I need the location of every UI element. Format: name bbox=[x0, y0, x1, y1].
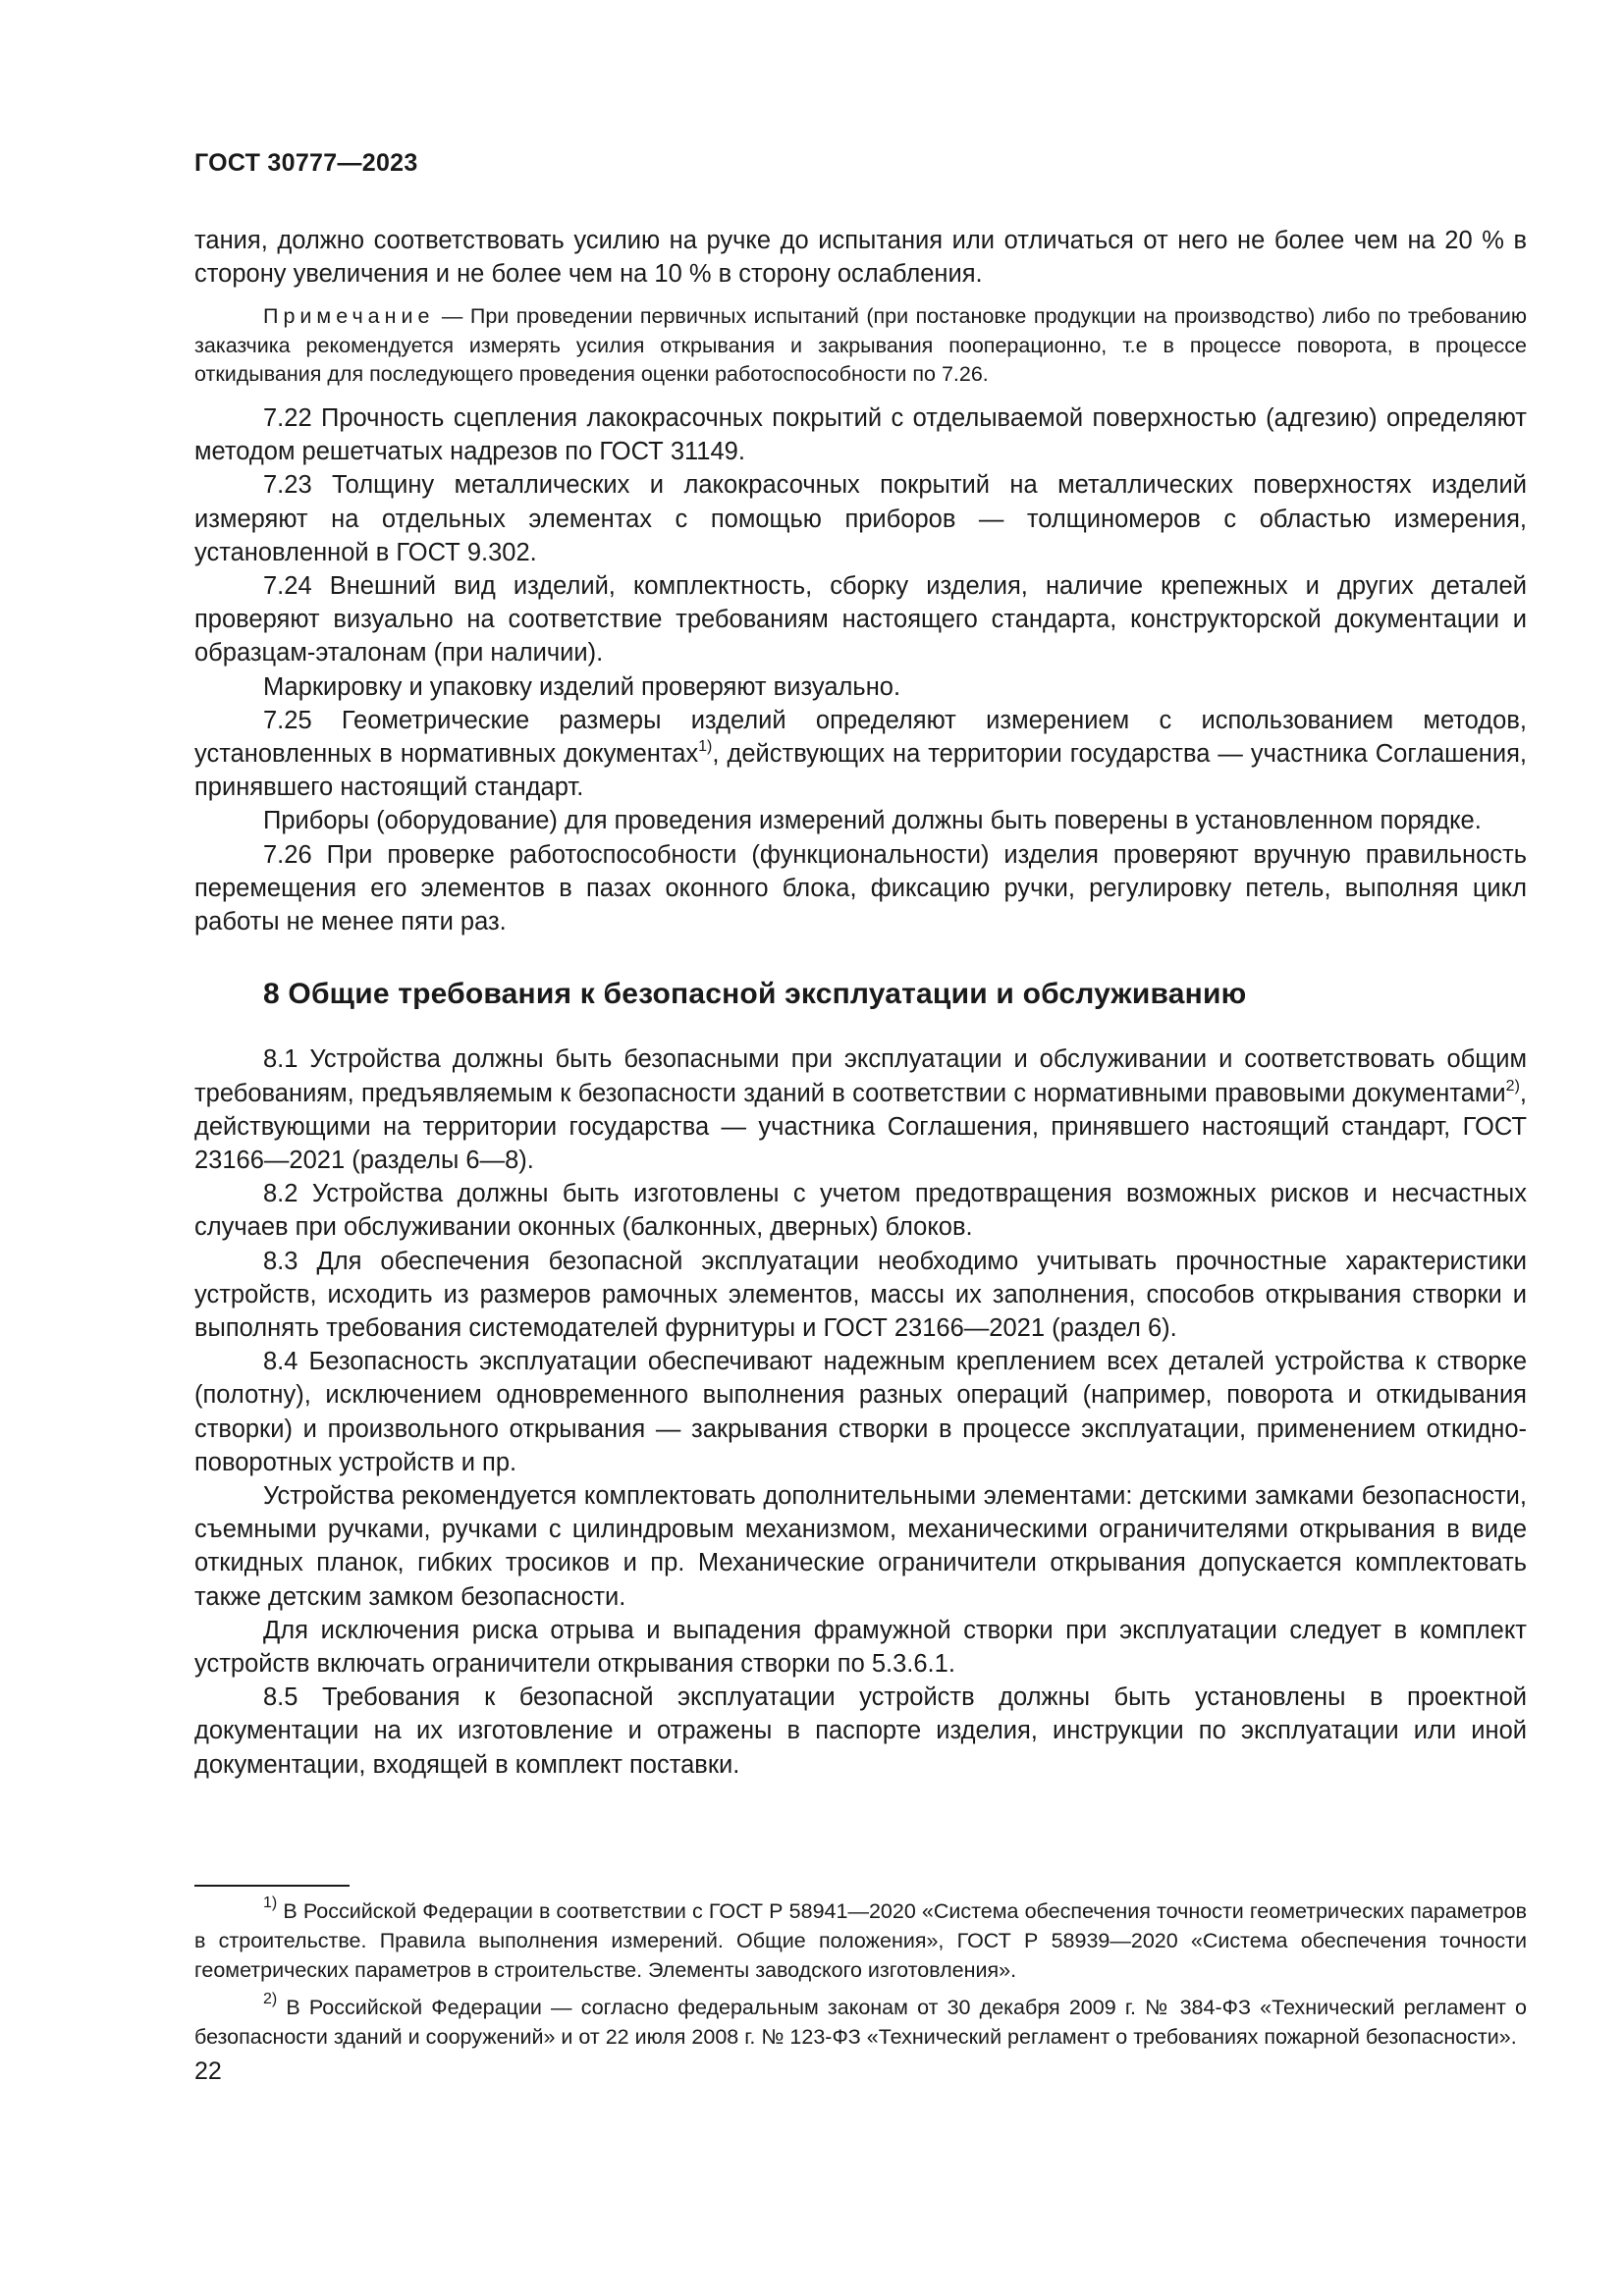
footnotes bbox=[194, 1896, 1527, 2059]
paragraph-7-25-text-a: 7.25 Геометрические размеры изделий определяют измерением с использованием методов, установленных в нормативных документах bbox=[194, 706, 1527, 768]
paragraph-7-23: 7.23 Толщину металлических и лакокрасочных покрытий на металлических поверхностях изделий измеряют на отдельных элементах с помощью приборов — толщиномеров с областью измерения, установленной в ГОСТ 9.302. bbox=[194, 471, 1527, 566]
paragraph-8-4-transom: Для исключения риска отрыва и выпадения фрамужной створки при эксплуатации следует в комплект устройств включать ограничители открывания створки по 5.3.6.1. bbox=[194, 1616, 1527, 1679]
footnote-ref-1: 1) bbox=[698, 737, 713, 755]
footnote-ref-2: 2) bbox=[1505, 1077, 1520, 1095]
footnote-2 bbox=[194, 1993, 1527, 2052]
note bbox=[194, 302, 1527, 390]
footnote-1-text: В Российской Федерации в соответствии с ГОСТ Р 58941—2020 «Система обеспечения точности геометрических параметров в строительстве. Правила выполнения измерений. Общие положения», ГОСТ Р 58939—2020 «Система обеспечения точности геометрических параметров в строительстве. Элементы заводского изготовления». bbox=[194, 1899, 1527, 1982]
paragraph-7-22: 7.22 Прочность сцепления лакокрасочных покрытий с отделываемой поверхностью (адгезию) определяют методом решетчатых надрезов по ГОСТ 31149. bbox=[194, 403, 1527, 466]
paragraph-8-3: 8.3 Для обеспечения безопасной эксплуатации необходимо учитывать прочностные характеристики устройств, исходить из размеров рамочных элементов, массы их заполнения, способов открывания створки и выполнять требования системодателей фурнитуры и ГОСТ 23166—2021 (раздел 6). bbox=[194, 1247, 1527, 1342]
footnote-2-text: В Российской Федерации — согласно федеральным законам от 30 декабря 2009 г. № 384-ФЗ «Технический регламент о безопасности зданий и сооружений» и от 22 июля 2008 г. № 123-ФЗ «Технический регламент о требованиях пожарной безопасности». bbox=[194, 1996, 1527, 2049]
paragraph-continuation: тания, должно соответствовать усилию на ручке до испытания или отличаться от него не более чем на 20 % в сторону увеличения и не более чем на 10 % в сторону ослабления. bbox=[194, 227, 1527, 289]
paragraph-8-4-devices: Устройства рекомендуется комплектовать дополнительными элементами: детскими замками безопасности, съемными ручками, ручками с цилиндровым механизмом, механическими ограничителями открывания в виде откидных планок, гибких тросиков и пр. Механические ограничители открывания допускается комплектовать также детским замком безопасности. bbox=[194, 1482, 1527, 1611]
paragraph-8-1-text-b: , действующими на территории государства — участника Соглашения, принявшего настоящий стандарт, ГОСТ 23166—2021 (разделы 6—8). bbox=[194, 1079, 1527, 1174]
paragraph-7-24: 7.24 Внешний вид изделий, комплектность, сборку изделия, наличие крепежных и других деталей проверяют визуально на соответствие требованиям настоящего стандарта, конструкторской документации и образцам-эталонам (при наличии). bbox=[194, 571, 1527, 667]
paragraph-8-2: 8.2 Устройства должны быть изготовлены с учетом предотвращения возможных рисков и несчастных случаев при обслуживании оконных (балконных, дверных) блоков. bbox=[194, 1180, 1527, 1242]
footnote-separator bbox=[194, 1885, 350, 1887]
page-number: 22 bbox=[194, 2057, 222, 2085]
main-text bbox=[194, 224, 1527, 1782]
note-label: Примечание bbox=[263, 304, 435, 329]
paragraph-7-25-instruments: Приборы (оборудование) для проведения измерений должны быть поверены в установленном порядке. bbox=[263, 807, 1482, 835]
paragraph-8-5: 8.5 Требования к безопасной эксплуатации устройств должны быть установлены в проектной документации на их изготовление и отражены в паспорте изделия, инструкции по эксплуатации или иной документации, входящей в комплект поставки. bbox=[194, 1683, 1527, 1779]
paragraph-8-1-text-a: 8.1 Устройства должны быть безопасными при эксплуатации и обслуживании и соответствовать общим требованиям, предъявляемым к безопасности зданий в соответствии с нормативными правовыми документами bbox=[194, 1045, 1527, 1107]
paragraph-7-24-marking: Маркировку и упаковку изделий проверяют визуально. bbox=[263, 672, 901, 701]
section-8-title: 8 Общие требования к безопасной эксплуатации и обслуживанию bbox=[263, 978, 1247, 1011]
paragraph-7-25 bbox=[194, 704, 1527, 805]
paragraph-8-4: 8.4 Безопасность эксплуатации обеспечивают надежным креплением всех деталей устройства к створке (полотну), исключением одновременного выполнения разных операций (например, поворота и откидывания створки) и произвольного открывания — закрывания створки в процессе эксплуатации, применением откидно-поворотных устройств и пр. bbox=[194, 1348, 1527, 1476]
note-text: — При проведении первичных испытаний (при постановке продукции на производство) либо по требованию заказчика рекомендуется измерять усилия открывания и закрывания пооперационно, т.е в процессе поворота, в процессе откидывания для последующего проведения оценки работоспособности по 7.26. bbox=[194, 304, 1527, 387]
paragraph-8-1 bbox=[194, 1042, 1527, 1177]
document-code: ГОСТ 30777—2023 bbox=[194, 149, 418, 177]
footnote-2-mark: 2) bbox=[263, 1991, 278, 2007]
paragraph-7-25-text-b: , действующих на территории государства — участника Соглашения, принявшего настоящий стандарт. bbox=[194, 739, 1527, 802]
paragraph-7-26: 7.26 При проверке работоспособности (функциональности) изделия проверяют вручную правильность перемещения его элементов в пазах оконного блока, фиксацию ручки, регулировку петель, выполняя цикл работы не менее пяти раз. bbox=[194, 840, 1527, 935]
footnote-1 bbox=[194, 1896, 1527, 1985]
footnote-1-mark: 1) bbox=[263, 1895, 278, 1911]
